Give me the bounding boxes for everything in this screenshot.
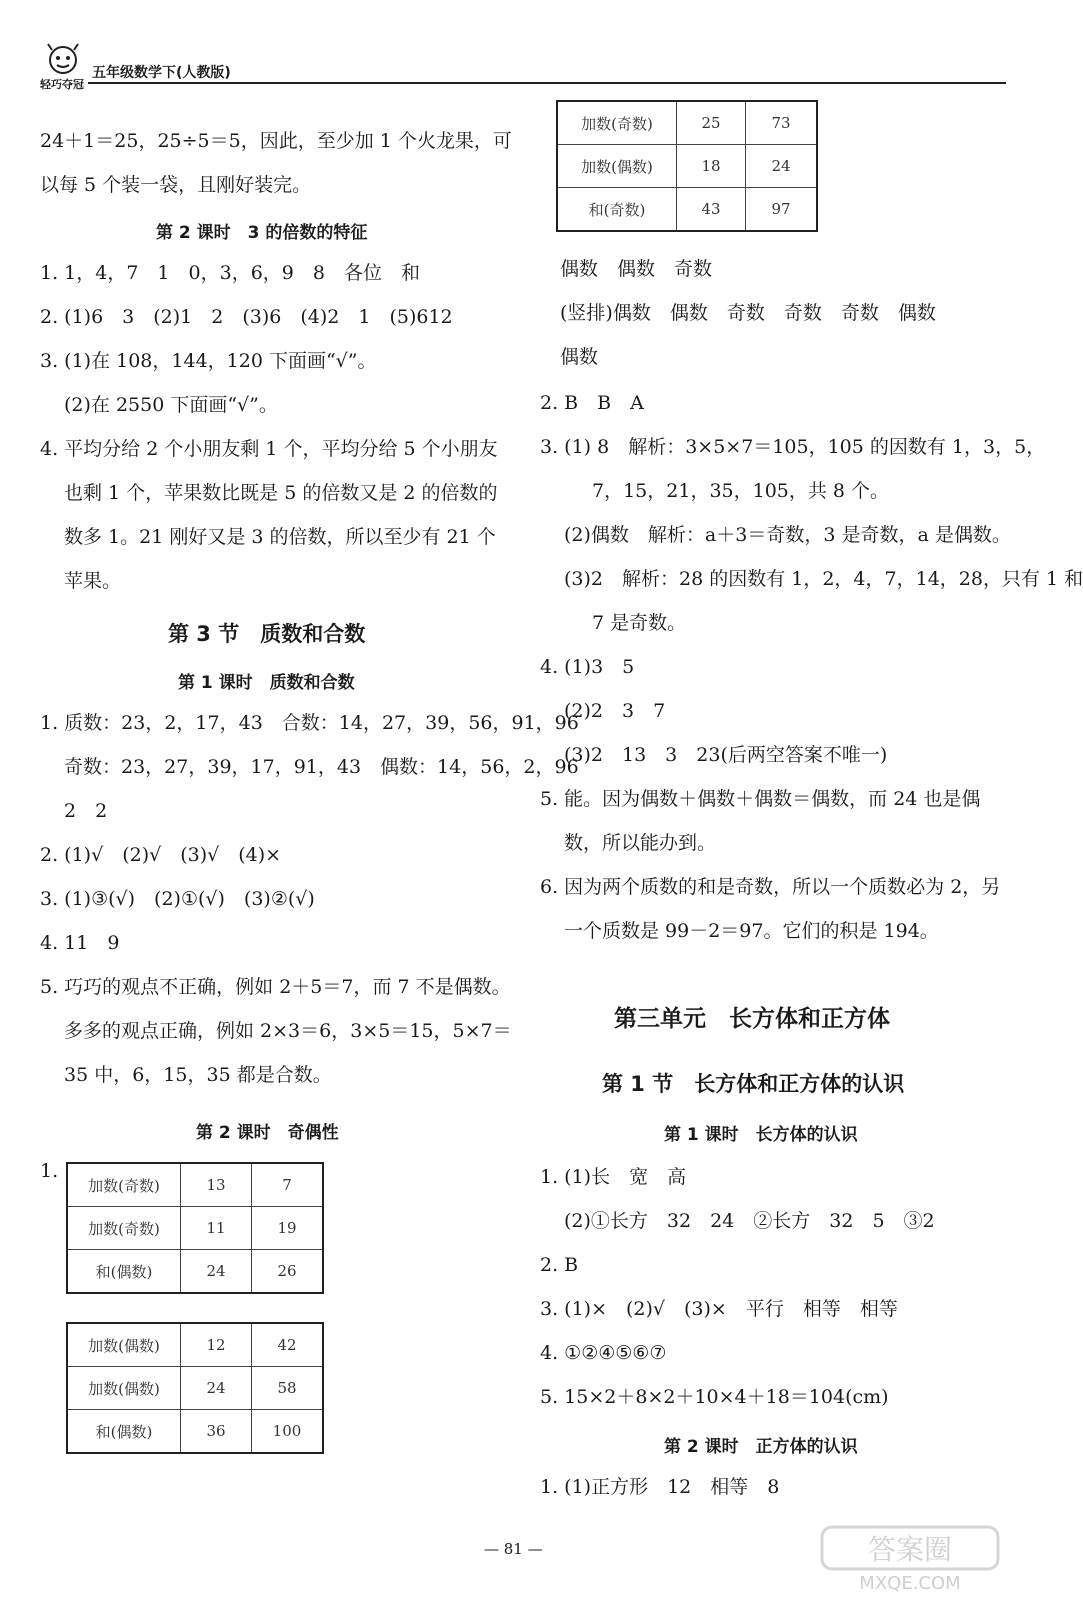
answer-line: 2. B B A [540,392,644,414]
answer-line: 苹果。 [64,570,122,592]
table-cell: 25 [677,101,746,145]
logo-text: 轻巧夺冠 [40,78,84,91]
lesson-heading: 第 1 课时 长方体的认识 [664,1125,858,1145]
answer-line: (2)偶数 解析：a＋3＝奇数，3 是奇数，a 是偶数。 [564,524,1011,546]
answer-line: (2)在 2550 下面画“√”。 [64,394,278,416]
answer-line: 奇数：23，27，39，17，91，43 偶数：14，56，2，96 [64,756,579,778]
answer-line: 偶数 偶数 奇数 [560,258,713,280]
answer-line: 3. (1) 8 解析：3×5×7＝105，105 的因数有 1，3，5， [540,436,1046,458]
lesson-heading: 第 1 课时 质数和合数 [178,673,355,693]
answer-line: 一个质数是 99－2＝97。它们的积是 194。 [564,920,939,942]
table-cell: 73 [746,101,818,145]
table-cell: 42 [252,1323,324,1367]
table-cell: 和(奇数) [557,188,677,232]
table-row [67,1163,323,1207]
answer-line: 1. (1)正方形 12 相等 8 [540,1476,780,1498]
answer-line: 2. (1)√ (2)√ (3)√ (4)× [40,844,282,866]
answer-line: 6. 因为两个质数的和是奇数，所以一个质数必为 2，另 [540,876,1001,898]
text-line: 24＋1＝25，25÷5＝5，因此，至少加 1 个火龙果，可 [40,130,512,152]
answer-line: 5. 能。因为偶数＋偶数＋偶数＝偶数，而 24 也是偶 [540,788,981,810]
watermark-text: 答案圈 [867,1533,953,1566]
answer-line: 2 2 [64,800,108,822]
answer-line: (3)2 13 3 23(后两空答案不唯一) [564,744,888,766]
unit-heading: 第三单元 长方体和正方体 [614,1006,890,1032]
table-row [557,101,817,145]
page-number: — 81 — [484,1540,543,1558]
parity-table-1 [66,1162,324,1294]
answer-line: 1. 质数：23，2，17，43 合数：14，27，39，56，91，96 [40,712,579,734]
answer-line: (竖排)偶数 偶数 奇数 奇数 奇数 偶数 [560,302,936,324]
answer-line: (3)2 解析：28 的因数有 1，2，4，7，14，28，只有 1 和 [564,568,1083,590]
table-row [67,1367,323,1410]
table-cell: 加数(奇数) [557,101,677,145]
answer-line: 2. B [540,1254,579,1276]
table-cell: 18 [677,145,746,188]
table-row [67,1410,323,1454]
header-title: 五年级数学下(人教版) [92,65,231,81]
lesson-heading: 第 2 课时 奇偶性 [196,1123,339,1143]
watermark-url: MXQE.COM [859,1573,961,1594]
table-cell: 24 [181,1250,252,1294]
table-cell: 36 [181,1410,252,1454]
table-cell: 19 [252,1207,324,1250]
answer-line: 多多的观点正确，例如 2×3＝6，3×5＝15，5×7＝ [64,1020,512,1042]
header-rule [88,82,1006,84]
watermark-logo [820,1525,1000,1595]
answer-line: 4. ①②④⑤⑥⑦ [540,1342,667,1364]
table-cell: 24 [746,145,818,188]
table-cell: 11 [181,1207,252,1250]
answer-line: 也剩 1 个，苹果数比既是 5 的倍数又是 2 的倍数的 [64,482,498,504]
table-cell: 100 [252,1410,324,1454]
table-cell: 26 [252,1250,324,1294]
table-cell: 97 [746,188,818,232]
answer-line: 4. 平均分给 2 个小朋友剩 1 个，平均分给 5 个小朋友 [40,438,498,460]
table-cell: 7 [252,1163,324,1207]
table-row [67,1323,323,1367]
table-cell: 43 [677,188,746,232]
table-row [67,1207,323,1250]
table-cell: 加数(偶数) [67,1367,181,1410]
answer-line: (2)2 3 7 [564,700,666,722]
lesson-heading: 第 2 课时 3 的倍数的特征 [156,223,368,243]
answer-line: 5. 巧巧的观点不正确，例如 2＋5＝7，而 7 不是偶数。 [40,976,511,998]
table-cell: 24 [181,1367,252,1410]
table-cell: 和(偶数) [67,1250,181,1294]
answer-line: 4. (1)3 5 [540,656,635,678]
parity-table-3 [556,100,818,232]
answer-line: 1. 1，4，7 1 0，3，6，9 8 各位 和 [40,262,420,284]
table-cell: 13 [181,1163,252,1207]
answer-line: 偶数 [560,346,599,368]
answer-line: 5. 15×2＋8×2＋10×4＋18＝104(cm) [540,1386,889,1408]
answer-line: 3. (1)× (2)√ (3)× 平行 相等 相等 [540,1298,898,1320]
table-cell: 12 [181,1323,252,1367]
answer-line: 2. (1)6 3 (2)1 2 (3)6 (4)2 1 (5)612 [40,306,453,328]
table-cell: 加数(奇数) [67,1207,181,1250]
section-heading: 第 3 节 质数和合数 [168,622,366,646]
answer-line: 7，15，21，35，105，共 8 个。 [592,480,890,502]
table-row [67,1250,323,1294]
answer-line: 数多 1。21 刚好又是 3 的倍数，所以至少有 21 个 [64,526,496,548]
parity-table-2 [66,1322,324,1454]
answer-line: 3. (1)在 108，144，120 下面画“√”。 [40,350,377,372]
answer-line: 1. (1)长 宽 高 [540,1166,687,1188]
table-row [557,188,817,232]
table-cell: 加数(偶数) [67,1323,181,1367]
table-cell: 加数(偶数) [557,145,677,188]
table-cell: 加数(奇数) [67,1163,181,1207]
answer-line: (2)①长方 32 24 ②长方 32 5 ③2 [564,1210,935,1232]
answer-line: 3. (1)③(√) (2)①(√) (3)②(√) [40,888,315,910]
table-row [557,145,817,188]
answer-line: 数，所以能办到。 [564,832,717,854]
text-line: 以每 5 个装一袋，且刚好装完。 [40,174,312,196]
answer-line: 35 中，6，15，35 都是合数。 [64,1064,332,1086]
question-number: 1. [40,1160,59,1182]
lesson-heading: 第 2 课时 正方体的认识 [664,1437,858,1457]
table-cell: 58 [252,1367,324,1410]
answer-line: 7 是奇数。 [592,612,687,634]
table-cell: 和(偶数) [67,1410,181,1454]
answer-line: 4. 11 9 [40,932,120,954]
section-heading: 第 1 节 长方体和正方体的认识 [602,1072,905,1096]
